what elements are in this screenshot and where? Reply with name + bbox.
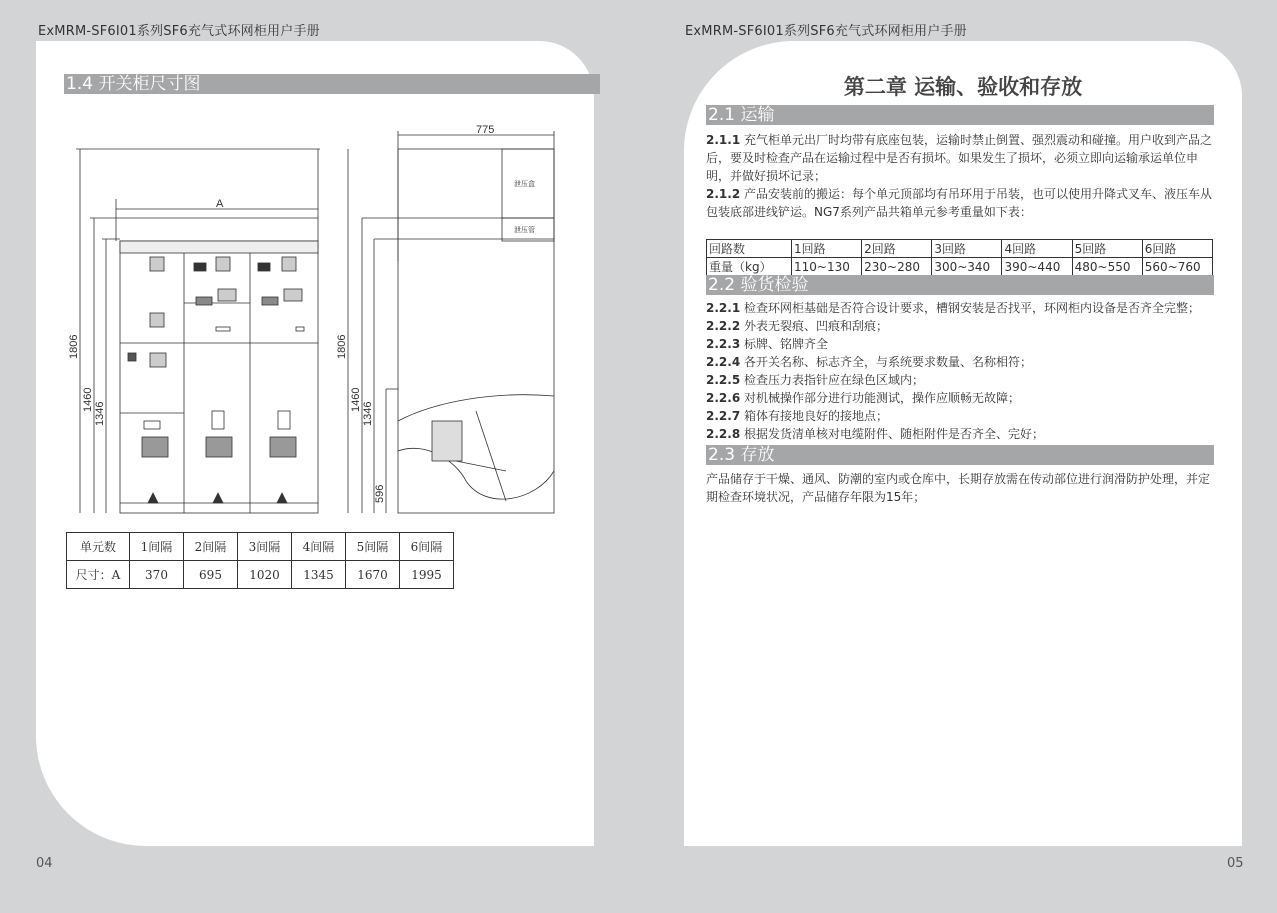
paragraph-2-1-1: 2.1.1 充气柜单元出厂时均带有底座包装，运输时禁止倒置、强烈震动和碰撞。用户收到产品之后，要及时检查产品在运输过程中是否有损坏。如果发生了损坏，必须立即向运输承运单位申明，并做好损坏记录； (706, 133, 1212, 183)
right-page-number: 05 (1227, 856, 1244, 871)
dimension-table (66, 532, 454, 589)
weight-table (706, 239, 1213, 276)
section-title-2-2: 2.2 验货检验 (706, 275, 1214, 295)
dim-top-label: 775 (476, 124, 495, 136)
paragraph-2-2-7: 2.2.7 箱体有接地良好的接地点； (706, 409, 888, 423)
table-row: 回路数 1回路 2回路 3回路 4回路 5回路 6回路 (707, 240, 1213, 258)
chapter-title: 第二章 运输、验收和存放 (843, 75, 1083, 99)
left-page (36, 41, 594, 846)
side-label-relief-pipe: 泄压管 (514, 227, 535, 234)
front-height-1806: 1806 (68, 334, 80, 359)
side-height-1346: 1346 (362, 401, 374, 426)
section-title-2-1: 2.1 运输 (706, 105, 1214, 125)
table-row: 尺寸：A 370 695 1020 1345 1670 1995 (67, 561, 454, 589)
front-height-1460: 1460 (82, 387, 94, 412)
paragraph-2-2-4: 2.2.4 各开关名称、标志齐全，与系统要求数量、名称相符； (706, 355, 1032, 369)
front-height-1346: 1346 (94, 401, 106, 426)
dim-width-label: A (216, 198, 224, 210)
switchgear-dimension-drawing (36, 121, 594, 521)
paragraph-2-2-3: 2.2.3 标牌、铭牌齐全 (706, 337, 828, 351)
paragraph-2-2-8: 2.2.8 根据发货清单核对电缆附件、随柜附件是否齐全、完好； (706, 427, 1044, 441)
paragraph-2-2-5: 2.2.5 检查压力表指针应在绿色区域内； (706, 373, 924, 387)
side-label-relief-box: 泄压盒 (514, 181, 535, 188)
table-row: 重量（kg） 110~130 230~280 300~340 390~440 480~550 560~760 (707, 258, 1213, 276)
paragraph-2-3: 产品储存于干燥、通风、防潮的室内或仓库中，长期存放需在传动部位进行润滑防护处理，并定期检查环境状况，产品储存年限为15年； (706, 472, 1211, 504)
right-running-header: ExMRM-SF6I01系列SF6充气式环网柜用户手册 (685, 24, 967, 39)
side-height-596: 596 (374, 484, 386, 503)
section-title-1-4: 1.4 开关柜尺寸图 (64, 74, 600, 94)
left-page-number: 04 (36, 856, 53, 871)
left-running-header: ExMRM-SF6I01系列SF6充气式环网柜用户手册 (38, 24, 320, 39)
section-title-2-3: 2.3 存放 (706, 445, 1214, 465)
right-page (684, 41, 1242, 846)
paragraph-2-2-1: 2.2.1 检查环网柜基础是否符合设计要求，槽钢安装是否找平，环网柜内设备是否齐全完整； (706, 301, 1200, 315)
table-row: 单元数 1间隔 2间隔 3间隔 4间隔 5间隔 6间隔 (67, 533, 454, 561)
side-height-1460: 1460 (350, 387, 362, 412)
side-height-1806: 1806 (336, 334, 348, 359)
paragraph-2-1-2: 2.1.2 产品安装前的搬运：每个单元顶部均有吊环用于吊装，也可以使用升降式叉车、液压车从包装底部进线铲运。NG7系列产品共箱单元参考重量如下表： (706, 187, 1212, 219)
paragraph-2-2-6: 2.2.6 对机械操作部分进行功能测试，操作应顺畅无故障； (706, 391, 1020, 405)
paragraph-2-2-2: 2.2.2 外表无裂痕、凹痕和刮痕； (706, 319, 888, 333)
